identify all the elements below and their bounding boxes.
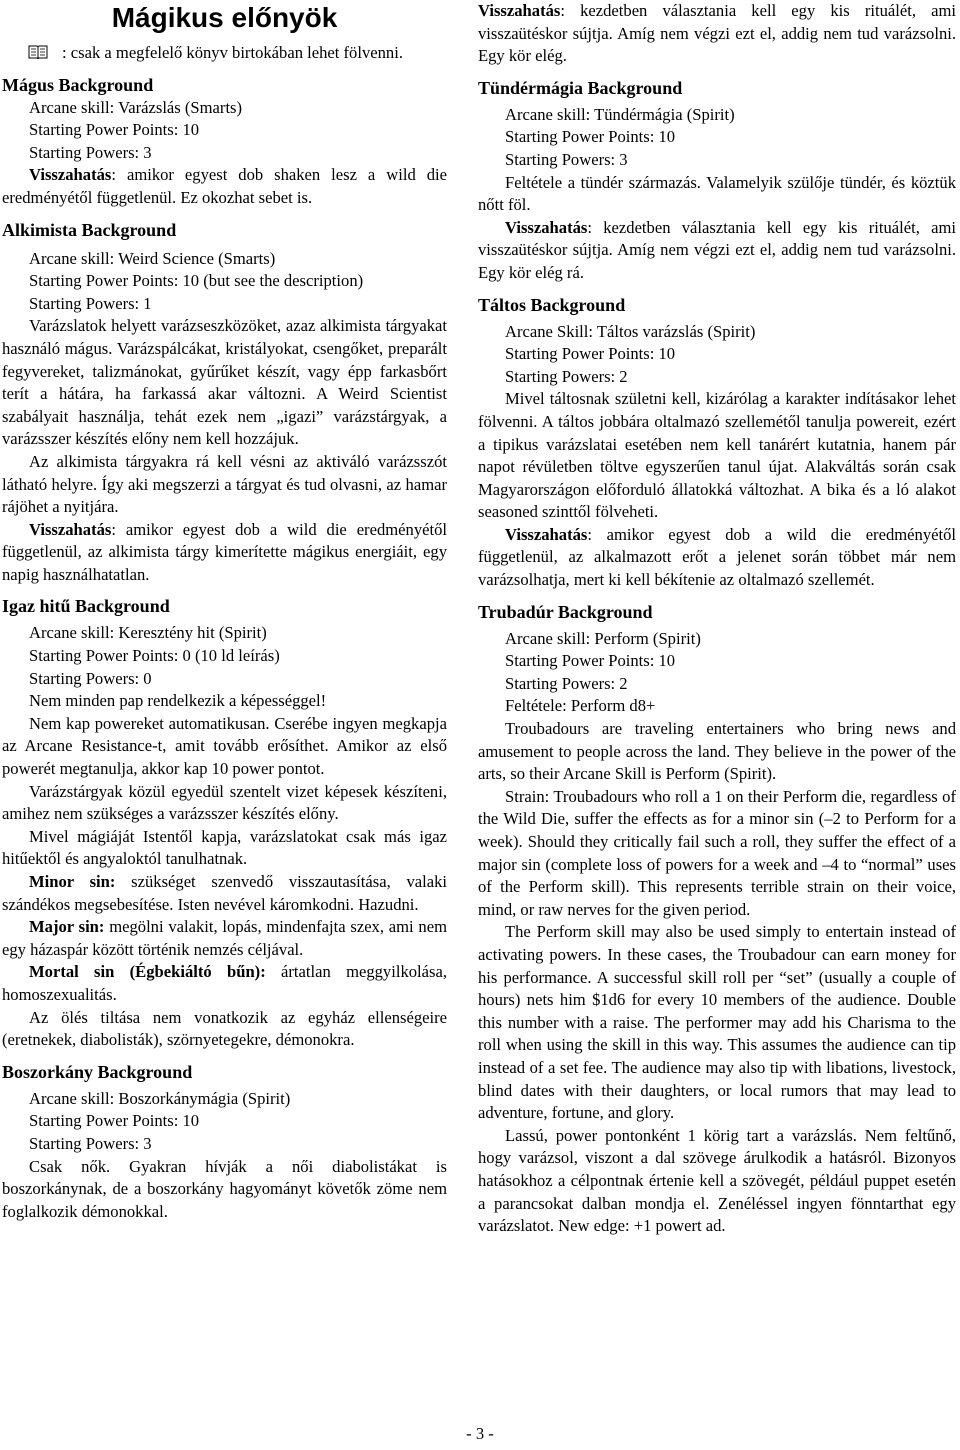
backlash-text: : kezdetben választania kell egy kis rituálét, ami visszaütéskor sújtja. Amíg nem végzi ezt el, addig nem tud varázsolni. Egy kör elég rá. (478, 217, 956, 282)
minor-sin-label: Minor sin: (29, 872, 116, 891)
backlash-label: Visszahatás (478, 1, 561, 20)
alchemist-p1: Varázslatok helyett varázseszközöket, azaz alkimista tárgyakat használó mágus. Varázspálcákat, kristályokat, csengőket, preparált fegyvereket, talizmánokat, gyűrűket készít, vagy épp farkasbőrt terít a hátára, ha farkassá akar változni. A Weird Scientist szabályait használja, tehát ezek nem „igazi” varázstárgyak, a varázsszer készítés előny nem kell hozzájuk. (2, 316, 447, 449)
page-number: - 3 - (466, 1424, 494, 1443)
alchemist-p2: Az alkimista tárgyakra rá kell vésni az aktiváló varázsszót látható helyre. Így aki megszerzi a tárgyat és tud olvasni, az hamar rájöhet a nyitjára. (2, 451, 447, 517)
right-column (478, 0, 956, 1238)
alchemist-pp: Starting Power Points: 10 (but see the description) (29, 271, 364, 291)
heading-fey: Tündérmágia Background (478, 77, 683, 98)
faith-note: Nem minden pap rendelkezik a képességgel! (29, 691, 327, 711)
fey-powers: Starting Powers: 3 (505, 149, 628, 169)
backlash-text: : amikor egyest dob a wild die eredményétől függetlenül, az alkimista tárgy kimerítette mágikus energiáit, egy napig használhatatlan. (2, 519, 447, 584)
heading-witch: Boszorkány Background (2, 1061, 193, 1082)
fey-skill: Arcane skill: Tündérmágia (Spirit) (505, 104, 735, 124)
major-sin-text: megölni valakit, lopás, mindenfajta szex, ami nem egy házaspár között történik nemzés céljával. (2, 917, 447, 959)
mortal-sin-label: Mortal sin (Égbekiáltó bűn): (29, 962, 266, 982)
witch-powers: Starting Powers: 3 (29, 1133, 152, 1153)
troubadour-skill: Arcane skill: Perform (Spirit) (505, 628, 701, 648)
fey-pp: Starting Power Points: 10 (505, 127, 676, 147)
faith-mortal-sin (2, 961, 447, 1006)
taltos-pp: Starting Power Points: 10 (505, 344, 676, 364)
troubadour-p3: The Perform skill may also be used simply to entertain instead of activating powers. In these cases, the Troubadour can earn money for his performance. A successful skill roll per “set” (usually a couple of hours) nets him $1d6 for every 10 members of the audience. Double this number with a raise. The performer may add his Charisma to the roll when using the skill in this way. This assumes the audience can tip instead of a set fee. The audience may also tip with libations, livestock, blind dates with their daughters, or local rumors that may lead to adventure, fortune, and glory. (478, 922, 956, 1123)
left-column (2, 0, 447, 1223)
top-backlash (478, 0, 956, 68)
faith-powers: Starting Powers: 0 (29, 668, 152, 688)
mortal-sin-text: ártatlan meggyilkolása, homoszexualitás. (2, 962, 447, 1004)
faith-skill: Arcane skill: Keresztény hit (Spirit) (29, 623, 267, 643)
mages-powers: Starting Powers: 3 (29, 142, 152, 162)
troubadour-p1: Troubadours are traveling entertainers who bring news and amusement to people across the land. They believe in the power of the arts, so their Arcane Skill is Perform (Spirit). (478, 719, 956, 784)
backlash-text: : amikor egyest dob shaken lesz a wild die eredményétől függetlenül. Ez okozhat sebet is. (2, 165, 447, 207)
faith-p2: Varázstárgyak közül egyedül szentelt vizet képesek készíteni, amihez nem szükséges a varázsszer készítés előny. (2, 781, 447, 824)
faith-minor-sin (2, 871, 447, 916)
major-sin-label: Major sin: (29, 917, 105, 937)
open-book-icon (28, 44, 48, 60)
faith-pp: Starting Power Points: 0 (10 ld leírás) (29, 646, 280, 666)
faith-p4: Az ölés tiltása nem vonatkozik az egyház ellenségeire (eretnekek, diabolisták), szörnyetegekre, démonokra. (2, 1007, 447, 1050)
troubadour-p4: Lassú, power pontonként 1 körig tart a varázslás. Nem feltűnő, hogy varázsol, viszont a dal szövege árulkodik a hatásról. Bizonyos hatásokhoz a célpontnak értenie kell a szövegét, például puppet esetén a parancsokat dalban mondja el. Zenéléssel ingyen fönntarthat egy varázslatot. New edge: +1 powert ad. (478, 1125, 956, 1236)
fey-p1: Feltétele a tündér származás. Valamelyik szülője tündér, és köztük nőtt föl. (478, 172, 956, 215)
minor-sin-text: szükséget szenvedő visszautasítása, valaki szándékos megsebesítése. Isten nevével káromkodni. Hazudni. (2, 872, 447, 914)
heading-taltos: Táltos Background (478, 294, 626, 315)
taltos-backlash (478, 524, 956, 592)
troubadour-powers: Starting Powers: 2 (505, 673, 628, 693)
troubadour-p2: Strain: Troubadours who roll a 1 on their Perform die, regardless of the Wild Die, suffer the effects as for a minor sin (–2 to Perform for a week). Should they critically fail such a roll, they suffer the effect of a major sin (complete loss of powers for a week and –4 to “normal” uses of the Perform skill). This represents terrible strain on their voice, mind, or raw nerves for the given period. (478, 786, 956, 919)
taltos-p1: Mivel táltosnak születni kell, kizárólag a karakter indításakor lehet fölvenni. A táltos jobbára oltalmazó szellemétől tanulja powereit, ezért a tipikus varázslatai esetében nem kell tanárért kutatnia, hanem pár napot révületben töltve egyszerűen tanul újat. Alakváltás során csak Magyarországon előforduló állatokká változhat. A bika és a ló alakot seasoned szinttől fölveheti. (478, 389, 956, 522)
book-note (2, 42, 447, 65)
troubadour-requirement: Feltétele: Perform d8+ (505, 696, 656, 716)
alchemist-skill: Arcane skill: Weird Science (Smarts) (29, 248, 276, 268)
heading-faith: Igaz hitű Background (2, 596, 170, 617)
book-note-text: : csak a megfelelő könyv birtokában lehet fölvenni. (62, 43, 403, 62)
taltos-powers: Starting Powers: 2 (505, 366, 628, 386)
taltos-skill: Arcane Skill: Táltos varázslás (Spirit) (505, 321, 756, 341)
alchemist-backlash (2, 519, 447, 587)
backlash-label: Visszahatás (505, 217, 588, 237)
page-title: Mágikus előnyök (111, 2, 338, 33)
heading-troubadour: Trubadúr Background (478, 601, 653, 622)
faith-major-sin (2, 916, 447, 961)
witch-skill: Arcane skill: Boszorkánymágia (Spirit) (29, 1088, 291, 1108)
fey-backlash (478, 217, 956, 285)
backlash-text: : kezdetben választania kell egy kis rituálét, ami visszaütéskor sújtja. Amíg nem végzi ezt el, addig nem tud varázsolni. Egy kör elég. (478, 1, 956, 66)
heading-alchemist: Alkimista Background (2, 219, 177, 240)
witch-p1: Csak nők. Gyakran hívják a női diabolistákat is boszorkánynak, de a boszorkány hagyományt követők zöme nem foglalkozik démonokkal. (2, 1156, 447, 1221)
troubadour-pp: Starting Power Points: 10 (505, 651, 676, 671)
faith-p3: Mivel mágiáját Istentől kapja, varázslatokat csak más igaz hitűektől és angyaloktól tanulhatnak. (2, 826, 447, 869)
backlash-label: Visszahatás (29, 165, 112, 185)
mages-pp: Starting Power Points: 10 (29, 120, 200, 140)
alchemist-powers: Starting Powers: 1 (29, 293, 152, 313)
witch-pp: Starting Power Points: 10 (29, 1111, 200, 1131)
heading-mages: Mágus Background (2, 74, 154, 95)
backlash-label: Visszahatás (505, 524, 588, 544)
backlash-label: Visszahatás (29, 519, 112, 539)
mages-skill: Arcane skill: Varázslás (Smarts) (29, 97, 243, 117)
mages-backlash (2, 164, 447, 209)
faith-p1: Nem kap powereket automatikusan. Cserébe ingyen megkapja az Arcane Resistance-t, amit tovább erősíthet. Amikor az első powerét megtanulja, akkor kap 10 power pontot. (2, 713, 447, 779)
backlash-text: : amikor egyest dob a wild die eredményétől függetlenül, az alkalmazott erőt a jelenet során többet már nem varázsolhatja, mert ki kell békítenie az oltalmazó szellemét. (478, 524, 956, 590)
